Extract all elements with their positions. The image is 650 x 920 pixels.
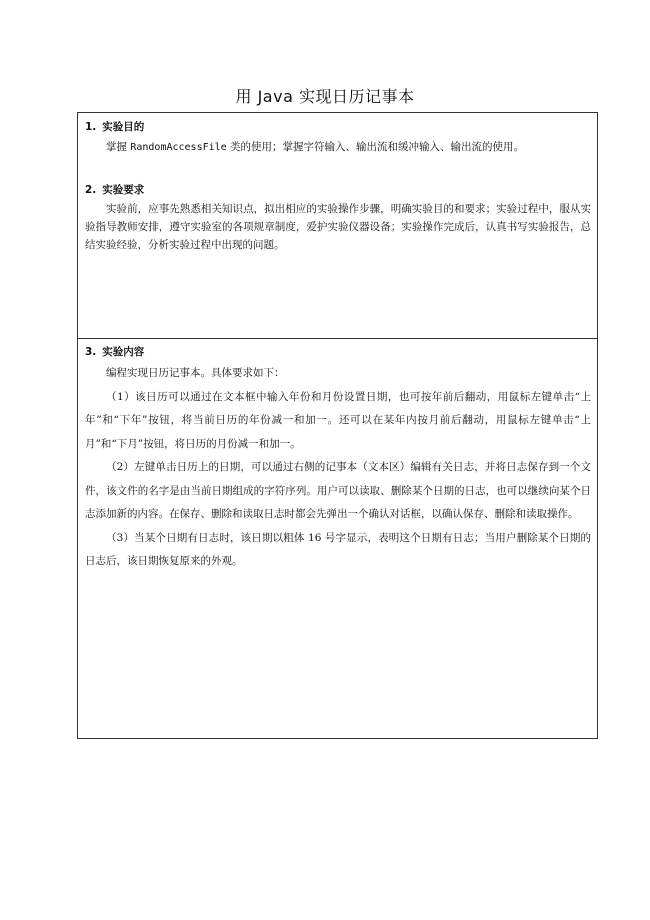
- section-number: 2.: [85, 184, 97, 196]
- section-heading-text: 实验内容: [102, 346, 145, 358]
- requirements-paragraph: 实验前，应事先熟悉相关知识点，拟出相应的实验操作步骤，明确实验目的和要求；实验过程中，服从实验指导教师安排，遵守实验室的各项规章制度，爱护实验仪器设备；实验操作完成后，认真书写实验报告，总结实验经验，分析实验过程中出现的问题。: [85, 203, 591, 251]
- section-heading-requirements: [85, 183, 591, 198]
- class-name-code: RandomAccessFile: [130, 142, 227, 153]
- content-paragraph: （3）当某个日期有日志时，该日期以粗体 16 号字显示，表明这个日期有日志；当用户删除某个日期的日志后，该日期恢复原来的外观。: [85, 531, 591, 567]
- report-table: [77, 112, 598, 739]
- purpose-text-after: 类的使用；掌握字符输入、输出流和缓冲输入、输出流的使用。: [226, 141, 525, 153]
- section-number: 3.: [85, 346, 97, 358]
- content-paragraph: （2）左键单击日历上的日期，可以通过右侧的记事本（文本区）编辑有关日志，并将日志保存到一个文件，该文件的名字是由当前日期组成的字符序列。用户可以读取、删除某个日期的日志，也可以继续向某个日志添加新的内容。在保存、删除和读取日志时都会先弹出一个确认对话框，以确认保存、删除和读取操作。: [85, 461, 591, 520]
- section-heading-text: 实验目的: [102, 121, 145, 133]
- section-heading-purpose: [85, 120, 591, 135]
- document-title: 用 Java 实现日历记事本: [235, 87, 415, 106]
- section-top-cell: [78, 113, 597, 338]
- purpose-paragraph: [85, 138, 591, 157]
- content-paragraph: （1）该日历可以通过在文本框中输入年份和月份设置日期，也可按年前后翻动，用鼠标左键单击“上年”和“下年”按钮，将当前日历的年份减一和加一。还可以在某年内按月前后翻动，用鼠标左键单击“上月”和“下月”按钮，将日历的月份减一和加一。: [85, 390, 591, 450]
- section-heading-content: [85, 345, 591, 360]
- section-content-cell: [78, 338, 597, 738]
- section-heading-text: 实验要求: [102, 184, 145, 196]
- content-paragraph: 编程实现日历记事本。具体要求如下：: [106, 367, 285, 379]
- section-number: 1.: [85, 121, 97, 133]
- purpose-text-before: 掌握: [106, 141, 131, 153]
